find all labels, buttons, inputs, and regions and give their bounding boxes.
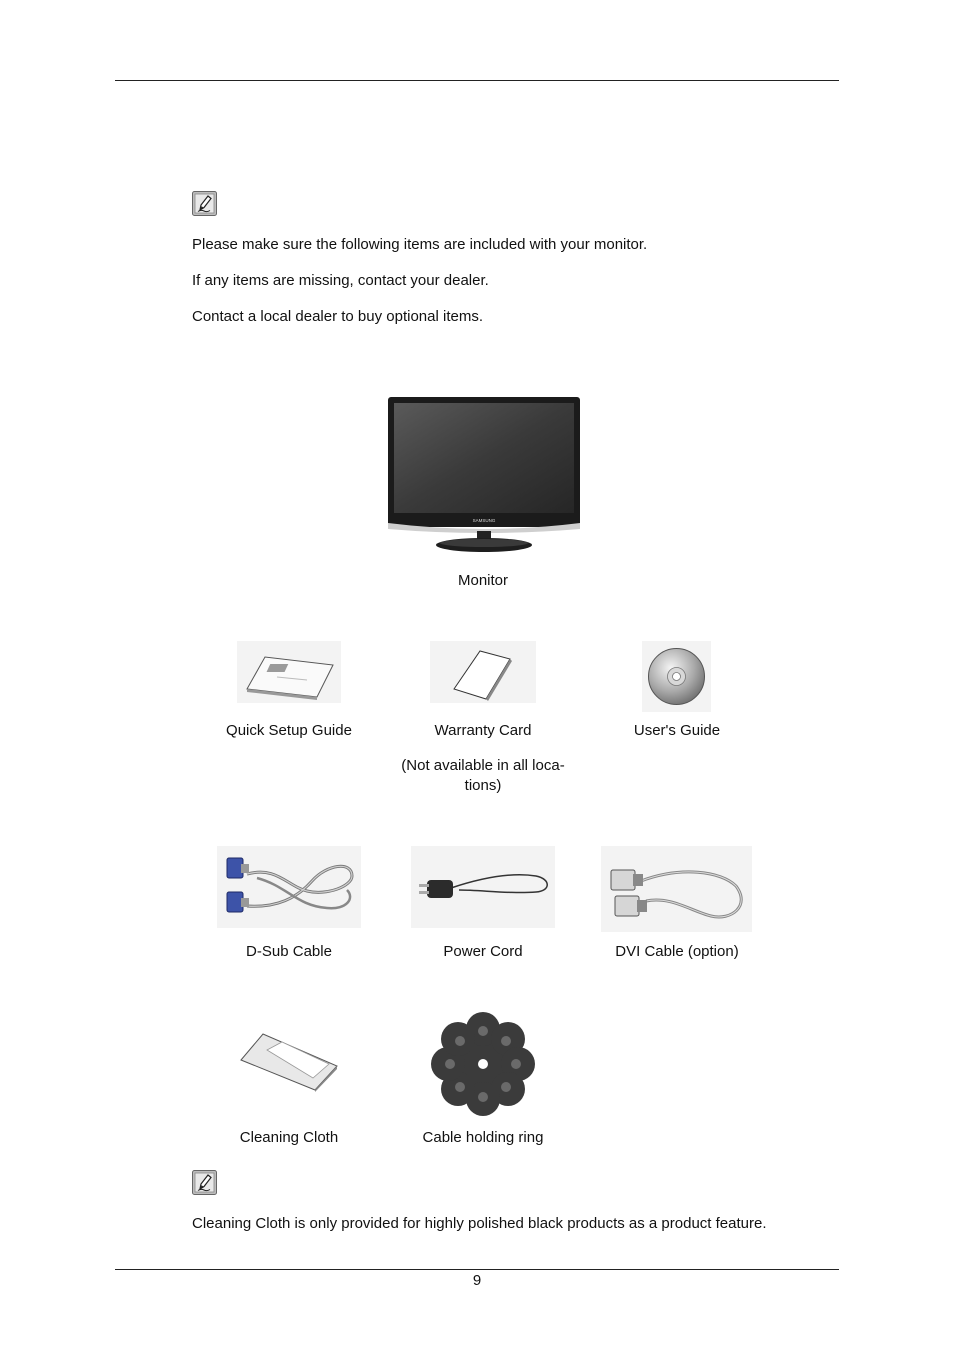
intro-line-3: Contact a local dealer to buy optional items. (192, 308, 483, 325)
power-cord-caption: Power Cord (443, 943, 523, 960)
header-rule (115, 80, 839, 81)
intro-line-1: Please make sure the following items are included with your monitor. (192, 236, 648, 253)
dvi-cable-image (601, 846, 752, 932)
dsub-cable-caption: D-Sub Cable (246, 943, 332, 960)
monitor-image (386, 395, 582, 555)
intro-line-2: If any items are missing, contact your dealer. (192, 272, 489, 289)
cable-holding-ring-caption: Cable holding ring (422, 1129, 544, 1146)
warranty-card-caption: Warranty Card (434, 722, 532, 739)
note-pencil-icon (192, 191, 217, 216)
footer-rule (115, 1269, 839, 1270)
dsub-cable-image (217, 846, 361, 928)
warranty-card-note-line-2: tions) (464, 777, 502, 794)
warranty-card-note-line-1: (Not available in all loca- (401, 757, 565, 774)
cleaning-cloth-image (237, 1030, 341, 1092)
bottom-note-text: Cleaning Cloth is only provided for highly polished black products as a product feature. (192, 1215, 767, 1232)
page-number: 9 (472, 1272, 482, 1289)
warranty-card-image (430, 641, 536, 703)
users-guide-cd-image (642, 641, 711, 712)
cleaning-cloth-caption: Cleaning Cloth (239, 1129, 339, 1146)
monitor-brand-label: SAMSUNG (472, 518, 496, 523)
power-cord-image (411, 846, 555, 928)
users-guide-caption: User's Guide (633, 722, 721, 739)
monitor-caption: Monitor (457, 572, 509, 589)
note-pencil-icon (192, 1170, 217, 1195)
dvi-cable-caption: DVI Cable (option) (615, 943, 739, 960)
cable-holding-ring-image (430, 1011, 536, 1117)
quick-setup-guide-image (237, 641, 341, 703)
quick-setup-guide-caption: Quick Setup Guide (226, 722, 352, 739)
